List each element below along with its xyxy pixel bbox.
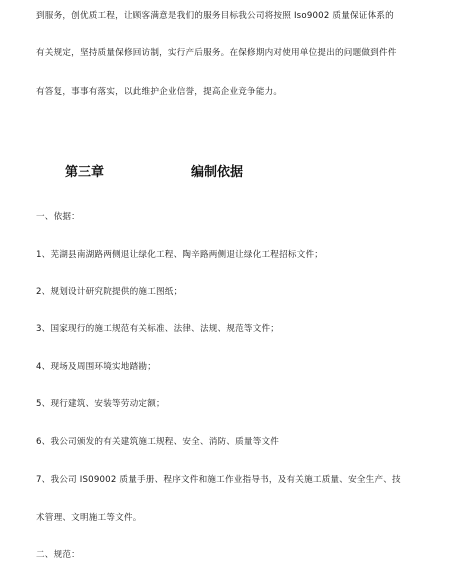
basis-item-7: 7、我公司 IS09002 质量手册、程序文件和施工作业指导书，及有关施工质量、安全生产、技 [36, 475, 401, 485]
chapter-title: 编制依据 [191, 165, 244, 180]
intro-line-1: 到服务，创优质工程，让顾客满意是我们的服务目标我公司将按照 Iso9002 质量保证体系的 [36, 11, 394, 21]
chapter-number: 第三章 [65, 165, 105, 180]
intro-line-3: 有答复，事事有落实，以此维护企业信誉，提高企业竞争能力。 [36, 87, 283, 97]
norms-heading: 二、规范： [36, 550, 80, 560]
basis-item-7-continued: 术管理、文明施工等文件。 [36, 513, 142, 523]
basis-item-5: 5、现行建筑、安装等劳动定额； [36, 399, 165, 409]
basis-item-2: 2、规划设计研究院提供的施工图纸； [36, 287, 183, 297]
intro-line-2: 有关规定，坚持质量保修回访制，实行产后服务。在保修期内对使用单位提出的问题做到件件 [36, 48, 397, 58]
basis-item-1: 1、芜湖县南湖路两侧退让绿化工程、陶辛路两侧退让绿化工程招标文件； [36, 250, 324, 260]
basis-item-6: 6、我公司颁发的有关建筑施工规程、安全、消防、质量等文件 [36, 437, 280, 447]
basis-heading: 一、依据： [36, 212, 80, 222]
basis-item-3: 3、国家现行的施工规范有关标准、法律、法规、规范等文件； [36, 324, 280, 334]
basis-item-4: 4、现场及周围环境实地踏勘； [36, 362, 156, 372]
